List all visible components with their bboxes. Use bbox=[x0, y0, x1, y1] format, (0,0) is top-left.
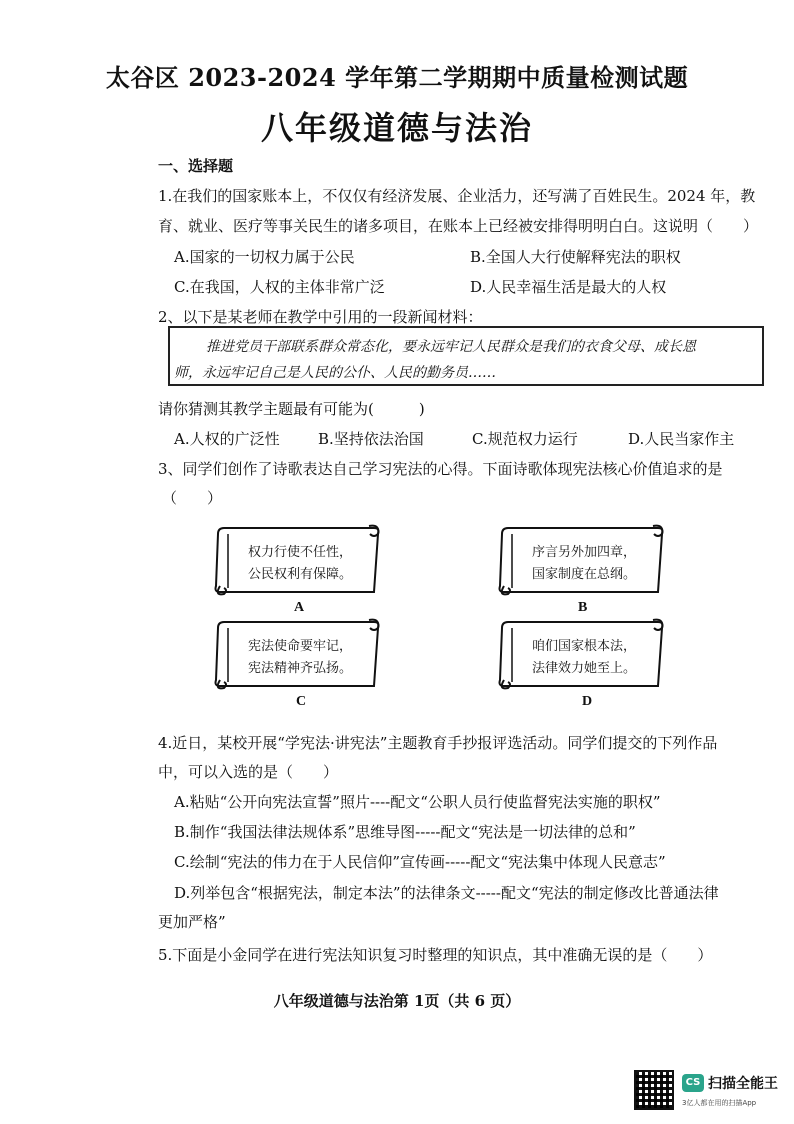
q3-stem-line1: 3、同学们创作了诗歌表达自己学习宪法的心得。下面诗歌体现宪法核心价值追求的是 bbox=[158, 460, 723, 478]
scroll-a-letter: A bbox=[294, 600, 305, 615]
q1-option-c: C.在我国，人权的主体非常广泛 bbox=[174, 278, 385, 296]
scroll-c-line1: 宪法使命要牢记， bbox=[248, 639, 353, 654]
scroll-b-line1: 序言另外加四章， bbox=[532, 545, 637, 560]
section-heading: 一、选择题 bbox=[158, 157, 234, 175]
q3-stem-line2: （ ） bbox=[162, 489, 223, 507]
q2-option-b: B.坚持依法治国 bbox=[318, 430, 424, 448]
page-footer: 八年级道德与法治第 1页（共 6 页） bbox=[273, 992, 521, 1010]
camscanner-logo-icon: CS bbox=[682, 1074, 704, 1092]
scroll-a-line2: 公民权利有保障。 bbox=[248, 567, 353, 582]
q4-option-a: A.粘贴“公开向宪法宣誓”照片----配文“公职人员行使监督宪法实施的职权” bbox=[174, 793, 661, 811]
news-quote-box bbox=[168, 326, 764, 386]
q5-stem: 5.下面是小金同学在进行宪法知识复习时整理的知识点，其中准确无误的是（ ） bbox=[158, 946, 713, 964]
scroll-c-line2: 宪法精神齐弘扬。 bbox=[248, 661, 353, 676]
q4-option-d-line2: 更加严格” bbox=[158, 913, 226, 931]
q2-option-a: A.人权的广泛性 bbox=[174, 430, 280, 448]
qr-code-icon bbox=[634, 1070, 674, 1110]
scanner-tagline: 3亿人都在用的扫描App bbox=[682, 1099, 757, 1107]
scroll-b-line2: 国家制度在总纲。 bbox=[532, 567, 637, 582]
q4-option-d-line1: D.列举包含“根据宪法，制定本法”的法律条文-----配文“宪法的制定修改比普通法律 bbox=[174, 884, 719, 902]
q1-stem-line1: 1.在我们的国家账本上，不仅仅有经济发展、企业活力，还写满了百姓民生。2024 年，教 bbox=[158, 187, 756, 205]
scanner-app-name: 扫描全能王 bbox=[708, 1076, 778, 1092]
poem-scroll-b bbox=[498, 522, 664, 592]
scroll-d-line1: 咱们国家根本法， bbox=[532, 639, 637, 654]
scroll-b-letter: B bbox=[578, 600, 588, 615]
scanner-watermark bbox=[634, 1070, 784, 1114]
q4-stem-line2: 中，可以入选的是（ ） bbox=[158, 763, 339, 781]
scroll-a-line1: 权力行使不任性， bbox=[248, 545, 353, 560]
q4-stem-line1: 4.近日，某校开展“学宪法·讲宪法”主题教育手抄报评选活动。同学们提交的下列作品 bbox=[158, 734, 718, 752]
q4-option-c: C.绘制“宪法的伟力在于人民信仰”宣传画-----配文“宪法集中体现人民意志” bbox=[174, 853, 666, 871]
q2-option-d: D.人民当家作主 bbox=[628, 430, 735, 448]
q1-option-a: A.国家的一切权力属于公民 bbox=[174, 248, 355, 266]
quote-line1: 推进党员干部联系群众常态化，要永远牢记人民群众是我们的衣食父母、成长恩 bbox=[206, 339, 696, 355]
scroll-d-letter: D bbox=[582, 694, 593, 709]
q2-option-c: C.规范权力运行 bbox=[472, 430, 578, 448]
q2-ask: 请你猜测其教学主题最有可能为( ) bbox=[158, 400, 425, 418]
q1-option-b: B.全国人大行使解释宪法的职权 bbox=[470, 248, 681, 266]
poem-scroll-a bbox=[214, 522, 380, 592]
scroll-c-letter: C bbox=[296, 694, 307, 709]
q1-option-d: D.人民幸福生活是最大的人权 bbox=[470, 278, 667, 296]
scroll-d-line2: 法律效力她至上。 bbox=[532, 661, 637, 676]
q4-option-b: B.制作“我国法律法规体系”思维导图-----配文“宪法是一切法律的总和” bbox=[174, 823, 636, 841]
exam-title: 太谷区 2023-2024 学年第二学期期中质量检测试题 bbox=[105, 63, 689, 92]
poem-scroll-d bbox=[498, 616, 664, 686]
exam-subject: 八年级道德与法治 bbox=[260, 109, 533, 147]
poem-scroll-c bbox=[214, 616, 380, 686]
quote-line2: 师，永远牢记自己是人民的公仆、人民的勤务员…… bbox=[174, 365, 496, 381]
q1-stem-line2: 育、就业、医疗等事关民生的诸多项目，在账本上已经被安排得明明白白。这说明（ ） bbox=[158, 217, 759, 235]
q2-stem: 2、以下是某老师在教学中引用的一段新闻材料： bbox=[158, 308, 483, 326]
